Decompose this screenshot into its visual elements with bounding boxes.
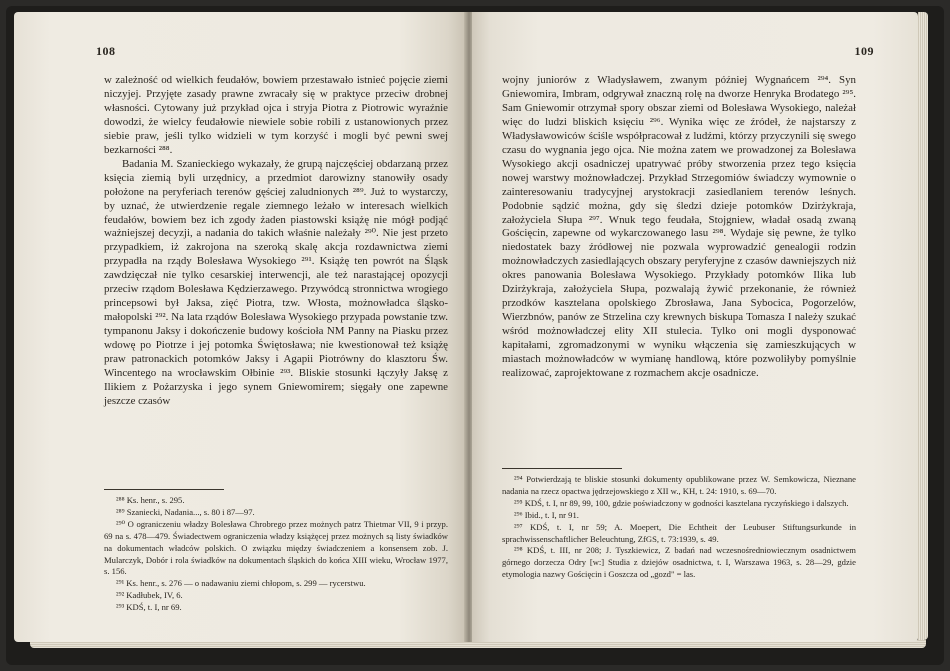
footnote: ²⁹⁰ O ograniczeniu władzy Bolesława Chrobrego przez możnych patrz Thietmar VII, 9 i przyp. 69 na s. 478—479. Świadectwem ograniczenia władzy książęcej przez możnych są listy świadków na dokumentach władców polskich. O związku między świadczeniem a konsensem zob. J. Mularczyk, Dobór i rola świadków na dokumentach śląskich do końca XIII wieku, Wrocław 1977, s. 156. xyxy=(104,518,448,577)
footnotes xyxy=(502,474,856,581)
body-text xyxy=(104,74,448,409)
page-number: 108 xyxy=(96,44,116,58)
footnote: ²⁹⁵ KDŚ, t. I, nr 89, 99, 100, gdzie poświadczony w godności kasztelana ryczyńskiego i dalszych. xyxy=(514,497,849,508)
footnote: ²⁹³ KDŚ, t. I, nr 69. xyxy=(116,602,182,613)
footnote-rule xyxy=(104,489,224,490)
footnote: ²⁹² Kadłubek, IV, 6. xyxy=(116,590,183,601)
footnote: ²⁸⁹ Szaniecki, Nadania..., s. 80 i 87—97. xyxy=(116,506,255,517)
right-page xyxy=(472,12,918,642)
footnote: ²⁹¹ Ks. henr., s. 276 — o nadawaniu ziemi chłopom, s. 299 — rycerstwu. xyxy=(116,578,366,589)
footnote: ²⁹⁴ Potwierdzają te bliskie stosunki dokumenty opublikowane przez W. Semkowicza, Nieznane nadania na rzecz opactwa jędrzejowskiego z XII w., KH, t. 24: 1910, s. 69—70. xyxy=(502,474,856,496)
page-edges xyxy=(918,12,928,640)
footnotes xyxy=(104,495,448,614)
footnote-rule xyxy=(502,468,622,469)
paragraph: wojny juniorów z Władysławem, zwanym później Wygnańcem ²⁹⁴. Syn Gniewomira, Imbram, odgrywał znaczną rolę na dworze Henryka Brodatego ²⁹⁵. Sam Gniewomir otrzymał spory obszar ziemi od Bolesława Wysokiego, należał więc do ludzi bliskich księciu ²⁹⁶. Wynika więc ze źródeł, że najstarszy z Władysławowiców ściśle współpracował z ludźmi, którzy przyczynili się swego czasu do wygnania jego ojca. Nie można zatem we prowadzonej za Bolesława Wysokiego akcji osadniczej upatrywać próby stworzenia przez tego księcia nowej warstwy możnowładczej. Przykład Strzegomiów świadczy wymownie o zainteresowaniu tradycyjnej arystokracji zasiedlaniem terenów leśnych. Podobnie sądzić można, gdy się śledzi dzieje potomków Dzirżykraja, założyciela Słupa ²⁹⁷. Wnuk tego feudała, Stojgniew, władał osadą zwaną Gościęcin, zapewne od wykarczowanego lasu ²⁹⁸. Wydaje się pewne, że tylko niedostatek bazy źródłowej nie pozwala wyprowadzić genealogii rodzin możnowładczych zasiedlających obszary peryferyjne z czasów dawniejszych niż okres panowania Bolesława Wysokiego. Przykłady potomków Ilika lub Dzirżykraja, założyciela Słupa, pozwalają żywić przekonanie, że również przodków kasztelana opolskiego Zbrosława, Jana Sybocica, Pogorzelów, Wierzbnów, panów ze Strzelina czy krewnych biskupa Tomasza I należy szukać wśród możnowładczej elity XII stulecia. Tylko oni mogli dysponować kapitałami, zgromadzonymi w wyniku włączenia się zamieszkujących w miastach możnowładców w wymianę handlową, które pozwoliłyby pomyślnie realizować, zaprojektowane z rozmachem akcje osadnicze. xyxy=(502,74,856,380)
paragraph: Badania M. Szanieckiego wykazały, że grupą najczęściej obdarzaną przez księcia ziemią byli urzędnicy, a przedmiot darowizny stanowiły osady położone na peryferiach terenów gęściej zaludnionych ²⁸⁹. Już to wystarczy, by uznać, że utwierdzenie regale ziemnego leżało w interesach wielkich feudałów, bowiem bez ich zgody żaden piastowski książę nie mógł podjąć ważniejszej decyzji, a nadania do takich właśnie należały ²⁹⁰. Nie jest przeto przypadkiem, iż zakrojona na szeroką skalę akcja rozdawnictwa ziemi przypadła na rządy Bolesława Wysokiego ²⁹¹. Książę ten powrót na Śląsk zawdzięczał nie tylko cesarskiej interwencji, ale też narastającej opozycji przeciw rządom Bolesława Kędzierzawego. Przywódcą stronnictwa wrogiego princepsowi był Jaksa, zięć Piotra, tzw. Włosta, możnowładca śląsko-małopolski ²⁹². Na lata rządów Bolesława Wysokiego przypada powstanie tzw. tympanonu Jaksy i dokończenie budowy kościoła NM Panny na Piasku przez wdowę po Piotrze i jej potomka Świętosława; nie kwestionował też książę praw patronackich potomków Jaksy i Agapii Piotrówny do klasztoru Św. Wincentego na wrocławskim Ołbinie ²⁹³. Bliskie stosunki łączyły Jaksę z Ilikiem z Pożarzyska i jego synem Gniewomirem; sięgały one zapewne jeszcze czasów xyxy=(104,157,448,407)
footnote: ²⁸⁸ Ks. henr., s. 295. xyxy=(116,495,185,505)
body-text xyxy=(502,74,856,381)
footnote: ²⁹⁷ KDŚ, t. I, nr 59; A. Moepert, Die Echtheit der Leubuser Stiftungsurkunde in sprachwissenschaftlicher Beleuchtung, ZfGS, t. 73:1939, s. 49. xyxy=(502,521,856,544)
paragraph: w zależność od wielkich feudałów, bowiem przestawało istnieć pojęcie ziemi niczyjej. Przyjęte zasady prawne zwracały się w praktyce przeciw drobnej własności. Cytowany już przykład ojca i stryja Piotra z Piotrowic wyraźnie dowodzi, że wielcy feudałowie niewiele sobie robili z ustanowionych przez siebie praw, jeśli tylko widzieli w tym korzyść i mogli być pewni swej bezkarności ²⁸⁸. xyxy=(104,74,448,156)
page-number: 109 xyxy=(854,44,874,58)
left-page xyxy=(14,12,466,642)
footnote: ²⁹⁶ Ibid., t. I, nr 91. xyxy=(514,509,579,520)
footnote: ²⁹⁸ KDŚ, t. III, nr 208; J. Tyszkiewicz, Z badań nad wczesnośredniowiecznym osadnictwem górnego dorzecza Odry [w:] Studia z dziejów osadnictwa, t. I, Warszawa 1963, s. 28—29, gdzie etymologia nazwy Gościęcin i Goszcza od „gozd" = las. xyxy=(502,545,856,580)
